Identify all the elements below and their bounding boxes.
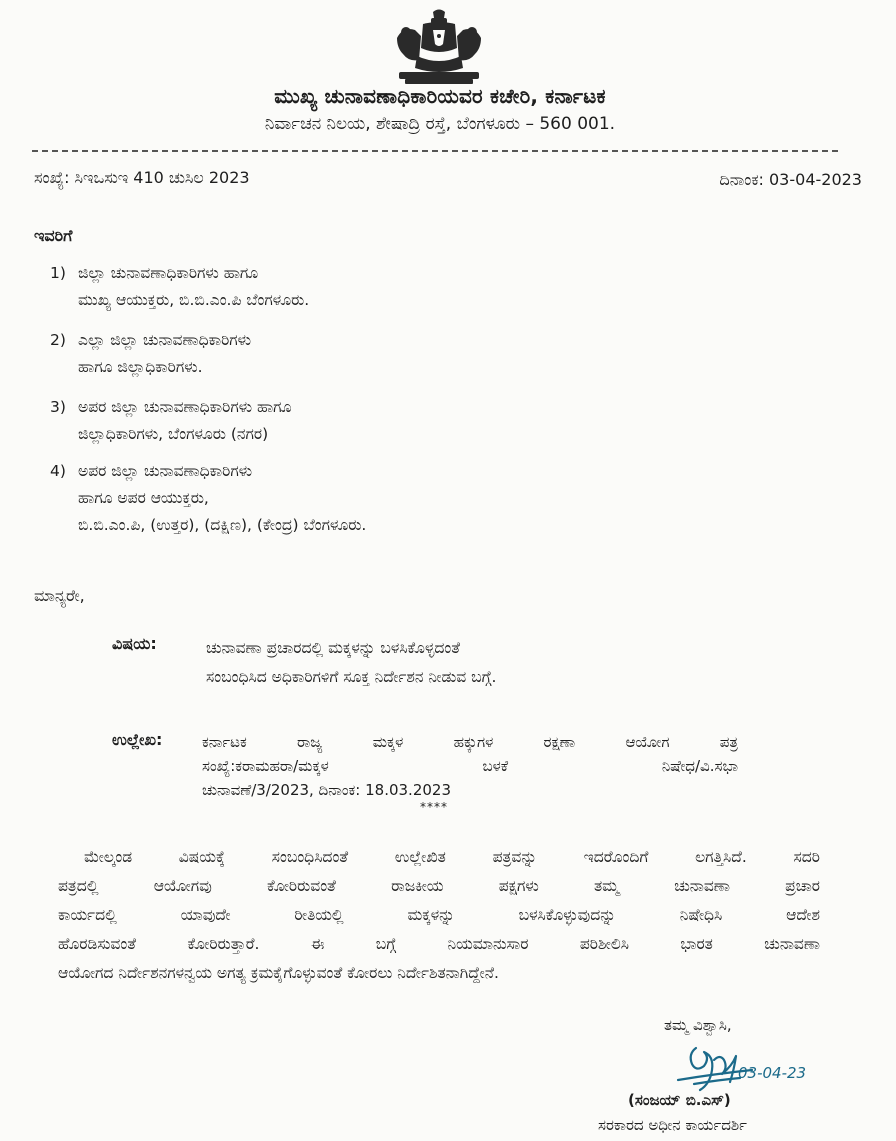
- body-line: ಹೊರಡಿಸುವಂತೆ ಕೋರಿರುತ್ತಾರೆ. ಈ ಬಗ್ಗೆ ನಿಯಮಾನುಸಾರ ಪರಿಶೀಲಿಸಿ ಭಾರತ ಚುನಾವಣಾ: [58, 935, 820, 953]
- letter-date: ದಿನಾಂಕ: 03-04-2023: [719, 170, 862, 189]
- reference-line: ಚುನಾವಣೆ/3/2023, ದಿನಾಂಕ: 18.03.2023: [202, 781, 451, 799]
- addressee-number: 3): [50, 398, 66, 416]
- addressee-line: ಮುಖ್ಯ ಆಯುಕ್ತರು, ಬಿ.ಬಿ.ಎಂ.ಪಿ ಬೆಂಗಳೂರು.: [78, 291, 310, 309]
- addressee-number: 1): [50, 264, 66, 282]
- header-divider: [32, 150, 838, 152]
- reference-line: ಕರ್ನಾಟಕ ರಾಜ್ಯ ಮಕ್ಕಳ ಹಕ್ಕುಗಳ ರಕ್ಷಣಾ ಆಯೋಗ ಪತ್ರ: [202, 733, 738, 751]
- addressee-line: ಜಿಲ್ಲಾ ಚುನಾವಣಾಧಿಕಾರಿಗಳು ಹಾಗೂ: [78, 264, 259, 282]
- reference-number: ಸಂಖ್ಯೆ: ಸಿಇಒಸುಇ 410 ಚುಸಿಲ 2023: [34, 168, 250, 187]
- reference-text: [202, 730, 738, 802]
- section-separator: ****: [420, 800, 448, 814]
- addressee-line: ಅಪರ ಜಿಲ್ಲಾ ಚುನಾವಣಾಧಿಕಾರಿಗಳು: [78, 462, 253, 480]
- salutation: ಮಾನ್ಯರೇ,: [34, 586, 85, 605]
- signature-date: 03-04-23: [738, 1064, 807, 1082]
- subject-text: [206, 634, 496, 692]
- addressee-line: ಅಪರ ಜಿಲ್ಲಾ ಚುನಾವಣಾಧಿಕಾರಿಗಳು ಹಾಗೂ: [78, 398, 292, 416]
- subject-line: ಸಂಬಂಧಿಸಿದ ಅಧಿಕಾರಿಗಳಿಗೆ ಸೂಕ್ತ ನಿರ್ದೇಶನ ನೀಡುವ ಬಗ್ಗೆ.: [206, 668, 497, 686]
- signatory-name: (ಸಂಜಯ್ ಬಿ.ಎಸ್): [628, 1091, 731, 1109]
- reference-line: ಸಂಖ್ಯೆ:ಕರಾಮಹರಾ/ಮಕ್ಕಳ ಬಳಕೆ ನಿಷೇಧ/ವಿ.ಸಭಾ: [202, 757, 738, 775]
- office-name: ಮುಖ್ಯ ಚುನಾವಣಾಧಿಕಾರಿಯವರ ಕಚೇರಿ, ಕರ್ನಾಟಕ: [274, 84, 606, 108]
- addressee-label: ಇವರಿಗೆ: [34, 226, 73, 245]
- addressee-line: ಹಾಗೂ ಅಪರ ಆಯುಕ್ತರು,: [78, 489, 209, 507]
- addressee-number: 4): [50, 462, 66, 480]
- signatory-designation: ಸರಕಾರದ ಅಧೀನ ಕಾರ್ಯದರ್ಶಿ: [598, 1116, 747, 1134]
- body-paragraph: [58, 843, 820, 988]
- addressee-number: 2): [50, 331, 66, 349]
- addressee-line: ಜಿಲ್ಲಾಧಿಕಾರಿಗಳು, ಬೆಂಗಳೂರು (ನಗರ): [78, 425, 269, 443]
- addressee-line: ಎಲ್ಲಾ ಜಿಲ್ಲಾ ಚುನಾವಣಾಧಿಕಾರಿಗಳು: [78, 331, 252, 349]
- body-line: ಕಾರ್ಯದಲ್ಲಿ ಯಾವುದೇ ರೀತಿಯಲ್ಲಿ ಮಕ್ಕಳನ್ನು ಬಳಸಿಕೊಳ್ಳುವುದನ್ನು ನಿಷೇಧಿಸಿ ಆದೇಶ: [58, 906, 820, 924]
- addressee-line: ಬಿ.ಬಿ.ಎಂ.ಪಿ, (ಉತ್ತರ), (ದಕ್ಷಿಣ), (ಕೇಂದ್ರ) ಬೆಂಗಳೂರು.: [78, 516, 367, 534]
- office-address: ನಿರ್ವಾಚನ ನಿಲಯ, ಶೇಷಾದ್ರಿ ರಸ್ತೆ, ಬೆಂಗಳೂರು – 560 001.: [264, 114, 616, 134]
- state-emblem-logo: [389, 8, 489, 86]
- subject-line: ಚುನಾವಣಾ ಪ್ರಚಾರದಲ್ಲಿ ಮಕ್ಕಳನ್ನು ಬಳಸಿಕೊಳ್ಳದಂತೆ: [206, 639, 461, 657]
- body-line: ಆಯೋಗದ ನಿರ್ದೇಶನಗಳನ್ವಯ ಅಗತ್ಯ ಕ್ರಮಕೈಗೊಳ್ಳುವಂತೆ ಕೋರಲು ನಿರ್ದೇಶಿತನಾಗಿದ್ದೇನೆ.: [58, 964, 499, 982]
- addressee-line: ಹಾಗೂ ಜಿಲ್ಲಾಧಿಕಾರಿಗಳು.: [78, 358, 203, 376]
- body-line: ಪತ್ರದಲ್ಲಿ ಆಯೋಗವು ಕೋರಿರುವಂತೆ ರಾಜಕೀಯ ಪಕ್ಷಗಳು ತಮ್ಮ ಚುನಾವಣಾ ಪ್ರಚಾರ: [58, 877, 820, 895]
- closing-phrase: ತಮ್ಮ ವಿಶ್ವಾಸಿ,: [664, 1016, 732, 1034]
- reference-label: ಉಲ್ಲೇಖ:: [112, 730, 163, 749]
- body-line: ಮೇಲ್ಕಂಡ ವಿಷಯಕ್ಕೆ ಸಂಬಂಧಿಸಿದಂತೆ ಉಲ್ಲೇಖಿತ ಪತ್ರವನ್ನು ಇದರೊಂದಿಗೆ ಲಗತ್ತಿಸಿದೆ. ಸದರಿ: [84, 848, 820, 866]
- subject-label: ವಿಷಯ:: [112, 634, 157, 653]
